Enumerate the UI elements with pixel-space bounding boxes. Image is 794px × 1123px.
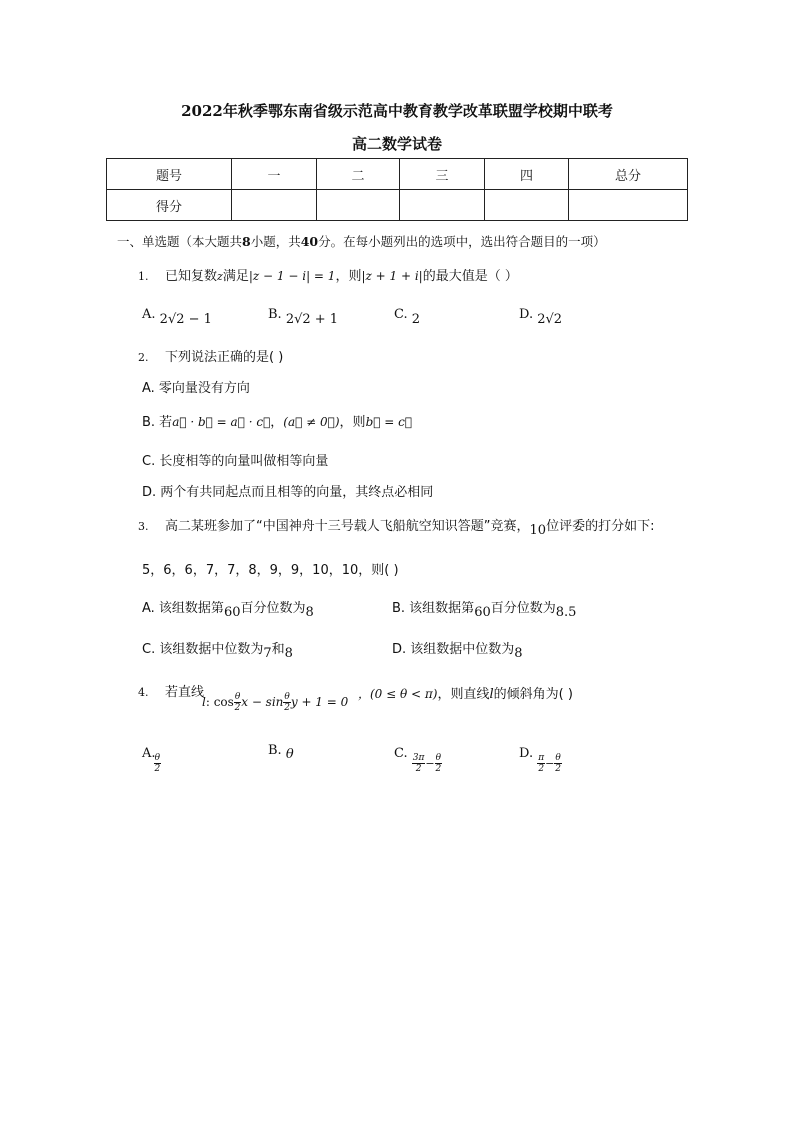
option-value: 2√2 + 1	[285, 312, 339, 327]
q4-condition	[358, 683, 573, 702]
math-expression: (a⃗ ≠ 0⃗)	[283, 415, 340, 429]
math-number: 8	[514, 646, 523, 661]
option-text: D. 该组数据中位数为	[392, 642, 515, 657]
math-number: 60	[223, 605, 241, 620]
score-input-cell[interactable]	[317, 190, 400, 221]
question-number: 2.	[138, 351, 149, 364]
score-input-cell[interactable]	[400, 190, 485, 221]
question-text: ，则	[335, 269, 362, 284]
question-2	[138, 346, 283, 365]
question-text: 高二某班参加了“中国神舟十三号载人飞船航空知识答题”竞赛，	[165, 519, 530, 534]
question-3	[138, 515, 655, 538]
math-expression: ，(0 ≤ θ < π)	[358, 687, 438, 701]
frac-denominator: 2	[435, 764, 442, 774]
frac-denominator: 2	[234, 703, 241, 713]
section-points: 40	[300, 234, 319, 249]
q3-option-d[interactable]	[392, 638, 523, 661]
option-value: θ	[285, 747, 294, 762]
question-text: ，则直线	[437, 687, 490, 702]
option-label: C.	[394, 307, 408, 322]
math-var: l	[489, 687, 494, 702]
q4-line-equation	[202, 692, 348, 713]
question-text: 下列说法正确的是( )	[165, 350, 284, 365]
score-table-score-row	[107, 190, 688, 221]
option-text: 和	[271, 642, 285, 657]
exam-subtitle: 高二数学试卷	[351, 135, 442, 153]
option-text: ，	[270, 415, 284, 430]
q2-option-d[interactable]: D. 两个有共同起点而且相等的向量，其终点必相同	[142, 485, 434, 500]
score-table-header-row	[107, 159, 688, 190]
section-heading	[117, 232, 606, 250]
q4-option-a[interactable]	[142, 743, 167, 774]
question-text: 已知复数	[165, 269, 218, 284]
question-number: 1.	[138, 270, 149, 283]
option-text: 百分位数为	[240, 601, 306, 616]
option-label: A.	[142, 746, 156, 761]
option-value: 2	[411, 312, 421, 327]
option-text: B. 若	[142, 415, 173, 430]
math-expression: b⃗ = c⃗	[365, 415, 413, 429]
math-expression: |z − 1 − i| = 1	[248, 269, 336, 283]
q4-option-b[interactable]	[268, 743, 294, 762]
option-label: D.	[519, 307, 534, 322]
q2-option-a[interactable]: A. 零向量没有方向	[142, 381, 250, 396]
math-fraction	[554, 753, 561, 774]
section-text: 小题，共	[250, 234, 301, 249]
score-input-cell[interactable]	[232, 190, 317, 221]
math-var: z	[217, 270, 223, 283]
q3-option-b[interactable]	[392, 597, 577, 620]
option-text: ，则	[339, 415, 366, 430]
section-text: 一、单选题（本大题共	[117, 234, 243, 249]
question-number: 4.	[138, 686, 149, 699]
frac-denominator: 2	[154, 764, 161, 774]
table-cell: 二	[317, 159, 400, 190]
score-table	[106, 158, 688, 221]
question-text: 若直线	[165, 685, 205, 700]
score-input-cell[interactable]	[569, 190, 688, 221]
question-text: 的倾斜角为( )	[493, 687, 573, 702]
math-expression: x − sin	[241, 695, 284, 709]
math-number: 60	[474, 605, 491, 620]
question-1	[138, 265, 518, 284]
math-number: 10	[529, 523, 547, 538]
option-label: D.	[519, 746, 534, 761]
frac-numerator: θ	[555, 753, 561, 763]
question-text: 满足	[222, 269, 249, 284]
q1-option-d[interactable]	[519, 307, 563, 327]
math-fraction	[435, 753, 442, 774]
question-4	[138, 681, 204, 700]
q1-option-a[interactable]	[142, 307, 212, 327]
frac-denominator: 2	[538, 764, 545, 774]
option-label: B.	[268, 743, 282, 758]
math-expression: : cos	[205, 695, 234, 709]
frac-numerator: θ	[435, 753, 442, 763]
table-cell: 总分	[569, 159, 688, 190]
question-text: 位评委的打分如下:	[546, 519, 655, 534]
q4-option-d[interactable]	[519, 743, 562, 774]
option-text: C. 该组数据中位数为	[142, 642, 264, 657]
math-expression: |z + 1 + i|	[361, 269, 423, 283]
frac-numerator: θ	[284, 692, 290, 702]
q4-option-c[interactable]	[394, 743, 442, 774]
q3-option-a[interactable]	[142, 597, 314, 620]
option-value: 2√2	[537, 312, 563, 327]
math-fraction	[154, 753, 161, 774]
frac-numerator: 3π	[412, 753, 425, 763]
option-text: B. 该组数据第	[392, 601, 475, 616]
section-count: 8	[242, 234, 251, 249]
option-text: A. 该组数据第	[142, 601, 224, 616]
q1-option-b[interactable]	[268, 307, 339, 327]
math-fraction	[283, 692, 290, 713]
q3-scores: 5，6，6，7，7，8，9，9，10，10，则( )	[142, 563, 399, 578]
option-label: A.	[142, 307, 156, 322]
score-input-cell[interactable]	[485, 190, 569, 221]
table-cell: 一	[232, 159, 317, 190]
math-expression: y + 1 = 0	[290, 695, 349, 709]
q2-option-b[interactable]	[142, 411, 412, 430]
math-operator: −	[425, 757, 435, 770]
option-value: 2√2 − 1	[159, 312, 212, 327]
option-value	[537, 753, 562, 774]
option-text: 百分位数为	[490, 601, 556, 616]
math-number: 8	[284, 646, 293, 661]
math-number: 8.5	[555, 605, 577, 620]
exam-title: 2022年秋季鄂东南省级示范高中教育教学改革联盟学校期中联考	[181, 102, 613, 120]
frac-numerator: π	[538, 753, 545, 763]
q1-option-c[interactable]	[394, 307, 421, 327]
option-label: C.	[394, 746, 408, 761]
question-number: 3.	[138, 520, 149, 533]
frac-denominator: 2	[555, 764, 561, 774]
option-label: B.	[268, 307, 282, 322]
math-operator: −	[545, 757, 555, 770]
frac-numerator: θ	[234, 692, 241, 702]
section-text: 分。在每小题列出的选项中，选出符合题目的一项）	[318, 234, 606, 249]
frac-denominator: 2	[284, 703, 290, 713]
math-var: l	[202, 695, 206, 709]
question-text: 的最大值是（ ）	[422, 269, 518, 284]
table-cell: 得分	[107, 190, 232, 221]
frac-denominator: 2	[415, 764, 422, 774]
table-cell: 题号	[107, 159, 232, 190]
frac-numerator: θ	[154, 753, 161, 763]
table-cell: 四	[485, 159, 569, 190]
q3-option-c[interactable]	[142, 638, 293, 661]
table-cell: 三	[400, 159, 485, 190]
option-value	[412, 753, 442, 774]
q2-option-c[interactable]: C. 长度相等的向量叫做相等向量	[142, 454, 329, 469]
math-number: 7	[263, 646, 272, 661]
math-fraction	[537, 753, 545, 774]
math-fraction	[412, 753, 426, 774]
math-number: 8	[305, 605, 314, 620]
math-expression: a⃗ · b⃗ = a⃗ · c⃗	[172, 415, 271, 429]
